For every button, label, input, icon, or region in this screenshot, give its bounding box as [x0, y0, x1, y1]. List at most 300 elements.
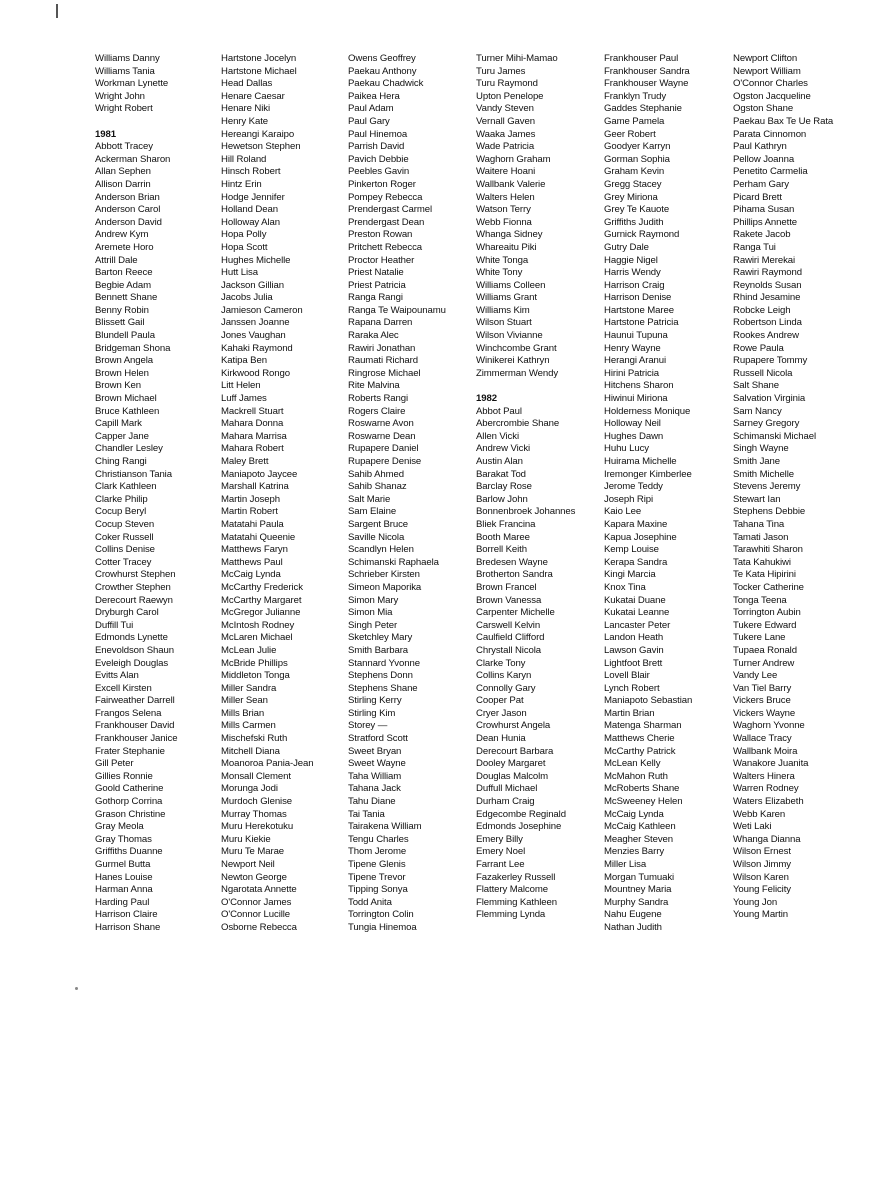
name-entry: Paekau Chadwick — [348, 78, 424, 90]
name-entry: Gurnick Raymond — [604, 229, 680, 241]
name-entry: Brown Ken — [95, 380, 142, 392]
name-entry: Geer Robert — [604, 128, 656, 140]
name-entry: Simeon Maporika — [348, 581, 422, 593]
name-entry: Salt Shane — [733, 380, 779, 392]
name-entry: Harrison Shane — [95, 921, 161, 933]
name-entry: Torrington Colin — [348, 909, 414, 921]
name-entry: Williams Tania — [95, 65, 155, 77]
name-entry: Turner Mihi-Mamao — [476, 53, 558, 64]
name-entry: Rupapere Denise — [348, 456, 422, 467]
name-entry: Stephens Debbie — [733, 506, 806, 518]
name-entry: Booth Maree — [476, 531, 530, 543]
name-entry: Waaka James — [476, 128, 536, 140]
name-entry: Ching Rangi — [95, 456, 147, 467]
scan-mark — [56, 4, 58, 18]
name-entry: Scandlyn Helen — [348, 544, 414, 556]
name-entry: Priest Natalie — [348, 267, 404, 279]
name-entry: Emery Noel — [476, 846, 526, 858]
name-column-1 — [95, 53, 223, 935]
name-entry: Hirini Patricia — [604, 367, 660, 379]
name-entry: Christianson Tania — [95, 468, 172, 480]
name-entry: Hartstone Patricia — [604, 317, 679, 329]
name-entry: Flemming Lynda — [476, 909, 546, 921]
name-entry: Harman Anna — [95, 884, 153, 896]
name-entry: Gray Meola — [95, 821, 144, 833]
name-entry: Carswell Kelvin — [476, 619, 541, 631]
name-entry: Phillips Annette — [733, 216, 798, 228]
name-entry: Matenga Sharman — [604, 720, 682, 732]
name-entry: Barakat Tod — [476, 468, 526, 480]
name-entry: Winchcombe Grant — [476, 342, 557, 354]
name-entry: Benny Robin — [95, 304, 149, 316]
name-entry: Newton George — [221, 871, 287, 883]
name-entry: Vernall Gaven — [476, 115, 535, 127]
name-entry: Hartstone Jocelyn — [221, 53, 297, 64]
name-entry: Maniapoto Jaycee — [221, 468, 298, 480]
name-column-3 — [348, 53, 476, 935]
name-entry: Rite Malvina — [348, 380, 400, 392]
name-entry: Tungia Hinemoa — [348, 921, 417, 933]
name-entry: Rawiri Raymond — [733, 267, 802, 279]
name-entry: Ogston Shane — [733, 103, 794, 115]
name-entry: Henry Wayne — [604, 342, 661, 354]
year-heading: 1982 — [476, 393, 497, 405]
name-entry: Tipene Glenis — [348, 859, 406, 870]
name-entry: Newport Clifton — [733, 53, 798, 64]
name-column-4 — [476, 53, 604, 922]
name-entry: Stephens Donn — [348, 670, 413, 682]
name-entry: Wallace Tracy — [733, 733, 792, 745]
name-entry: Andrew Vicki — [476, 443, 531, 455]
name-entry: Stewart Ian — [733, 493, 781, 505]
name-entry: Rapana Darren — [348, 317, 413, 329]
name-entry: Chandler Lesley — [95, 443, 163, 455]
name-entry: Barlow John — [476, 493, 528, 505]
name-entry: Rakete Jacob — [733, 229, 791, 241]
name-entry: Raraka Alec — [348, 330, 399, 342]
name-entry: Menzies Barry — [604, 846, 665, 858]
name-entry: McCarthy Margaret — [221, 594, 302, 606]
name-entry: Robcke Leigh — [733, 304, 791, 316]
name-entry: Holderness Monique — [604, 405, 691, 417]
name-entry: Picard Brett — [733, 191, 782, 203]
name-entry: Ringrose Michael — [348, 367, 421, 379]
name-entry: Priest Patricia — [348, 279, 406, 291]
name-entry: Bredesen Wayne — [476, 556, 548, 568]
name-entry: Stannard Yvonne — [348, 657, 420, 669]
name-entry: Todd Anita — [348, 896, 392, 908]
name-entry: Borrell Keith — [476, 544, 527, 556]
name-entry: Harding Paul — [95, 896, 150, 908]
name-entry: O'Connor James — [221, 896, 292, 908]
name-entry: Barclay Rose — [476, 481, 532, 493]
name-entry: Brown Angela — [95, 355, 154, 367]
name-entry: Martin Brian — [604, 707, 655, 719]
name-entry: Hughes Michelle — [221, 254, 291, 266]
name-entry: Tarawhiti Sharon — [733, 544, 803, 556]
name-entry: Storey — — [348, 720, 388, 732]
name-entry: Hutt Lisa — [221, 267, 258, 279]
name-entry: Ackerman Sharon — [95, 153, 171, 165]
name-entry: Martin Joseph — [221, 493, 280, 505]
name-entry: Waghorn Yvonne — [733, 720, 805, 732]
year-heading: 1981 — [95, 128, 116, 140]
name-entry: Kahaki Raymond — [221, 342, 293, 354]
name-entry: Watson Terry — [476, 204, 531, 216]
name-entry: Monsall Clement — [221, 770, 291, 782]
name-entry: Warren Rodney — [733, 783, 799, 795]
name-entry: Wright Robert — [95, 103, 153, 115]
name-entry: Gill Peter — [95, 758, 134, 770]
name-entry: Weti Laki — [733, 821, 772, 833]
name-entry: Jerome Teddy — [604, 481, 663, 493]
name-entry: Matthews Faryn — [221, 544, 288, 556]
name-entry: Lynch Robert — [604, 682, 660, 694]
name-entry: Rupapere Tommy — [733, 355, 808, 367]
name-entry: Anderson David — [95, 216, 162, 228]
name-entry: Mackrell Stuart — [221, 405, 284, 417]
name-entry: Kerapa Sandra — [604, 556, 668, 568]
name-entry: Young Jon — [733, 896, 778, 908]
name-column-5 — [604, 53, 732, 935]
name-entry: McBride Phillips — [221, 657, 288, 669]
name-entry: Begbie Adam — [95, 279, 151, 291]
name-entry: Mountney Maria — [604, 884, 672, 896]
name-entry: Barton Reece — [95, 267, 153, 279]
name-entry: Frankhouser Sandra — [604, 65, 690, 77]
name-entry: Frankhouser Janice — [95, 733, 178, 745]
name-entry: Gillies Ronnie — [95, 770, 153, 782]
name-entry: Rhind Jesamine — [733, 292, 801, 304]
name-entry: Ogston Jacqueline — [733, 90, 811, 102]
name-entry: Ranga Rangi — [348, 292, 403, 304]
name-entry: Duffull Michael — [476, 783, 538, 795]
name-entry: Crowhurst Angela — [476, 720, 551, 732]
name-entry: Waghorn Graham — [476, 153, 551, 165]
name-entry: Douglas Malcolm — [476, 770, 549, 782]
name-entry: Carpenter Michelle — [476, 607, 555, 619]
name-entry: Wright John — [95, 90, 145, 102]
name-entry: Muru Kiekie — [221, 833, 271, 845]
name-entry: Litt Helen — [221, 380, 261, 392]
name-entry: Henare Niki — [221, 103, 271, 115]
name-entry: Fairweather Darrell — [95, 695, 175, 707]
name-entry: Williams Grant — [476, 292, 537, 304]
name-entry: Torrington Aubin — [733, 607, 801, 619]
name-entry: Wilson Jimmy — [733, 859, 791, 870]
name-entry: Owens Geoffrey — [348, 53, 416, 64]
name-entry: Aremete Horo — [95, 241, 154, 253]
name-entry: Sketchley Mary — [348, 632, 413, 644]
name-entry: Cryer Jason — [476, 707, 527, 719]
name-entry: Schimanski Raphaela — [348, 556, 439, 568]
name-entry: Pritchett Rebecca — [348, 241, 423, 253]
name-entry: Winikerei Kathryn — [476, 355, 550, 367]
name-entry: Singh Wayne — [733, 443, 789, 455]
name-entry: Hinsch Robert — [221, 166, 281, 178]
name-entry: Huirama Michelle — [604, 456, 677, 467]
name-entry: Wade Patricia — [476, 141, 535, 153]
name-entry: Gothorp Corrina — [95, 796, 163, 808]
name-entry: Miller Lisa — [604, 859, 647, 870]
name-entry: Sweet Bryan — [348, 745, 402, 757]
name-entry: Herangi Aranui — [604, 355, 667, 367]
name-entry: Luff James — [221, 393, 267, 405]
name-entry: Clarke Philip — [95, 493, 148, 505]
name-entry: Morunga Jodi — [221, 783, 278, 795]
spacer — [476, 380, 604, 393]
name-entry: Wilson Stuart — [476, 317, 532, 329]
name-entry: Pavich Debbie — [348, 153, 409, 165]
name-entry: White Tonga — [476, 254, 529, 266]
name-entry: McCaig Lynda — [604, 808, 664, 820]
name-entry: Mahara Marrisa — [221, 430, 287, 442]
name-entry: Sam Elaine — [348, 506, 397, 518]
name-entry: Young Felicity — [733, 884, 791, 896]
name-entry: Frankhouser Paul — [604, 53, 679, 64]
name-entry: Paekau Bax Te Ue Rata — [733, 115, 834, 127]
name-entry: Emery Billy — [476, 833, 523, 845]
name-entry: Griffiths Judith — [604, 216, 664, 228]
name-entry: Tonga Teena — [733, 594, 787, 606]
name-entry: Tukere Edward — [733, 619, 797, 631]
name-entry: Mills Brian — [221, 707, 265, 719]
name-entry: Gaddes Stephanie — [604, 103, 682, 115]
name-entry: Attrill Dale — [95, 254, 138, 266]
name-entry: Haggie Nigel — [604, 254, 658, 266]
name-entry: Lancaster Peter — [604, 619, 671, 631]
name-entry: Stratford Scott — [348, 733, 408, 745]
name-entry: Allan Sephen — [95, 166, 151, 178]
name-entry: Walters Helen — [476, 191, 535, 203]
name-entry: Edmonds Josephine — [476, 821, 562, 833]
name-entry: Perham Gary — [733, 178, 789, 190]
name-entry: Harris Wendy — [604, 267, 661, 279]
name-entry: Stevens Jeremy — [733, 481, 801, 493]
name-entry: Collins Denise — [95, 544, 155, 556]
name-entry: Tahana Jack — [348, 783, 401, 795]
name-entry: Matthews Cherie — [604, 733, 675, 745]
name-entry: Turu Raymond — [476, 78, 538, 90]
name-entry: Iremonger Kimberlee — [604, 468, 692, 480]
name-entry: Walters Hinera — [733, 770, 795, 782]
name-entry: Simon Mary — [348, 594, 399, 606]
name-entry: Sam Nancy — [733, 405, 782, 417]
name-entry: Cocup Steven — [95, 518, 155, 530]
name-entry: Tipping Sonya — [348, 884, 408, 896]
name-entry: Hartstone Maree — [604, 304, 674, 316]
name-entry: Stephens Shane — [348, 682, 418, 694]
name-entry: Smith Jane — [733, 456, 780, 467]
name-entry: Rogers Claire — [348, 405, 406, 417]
name-entry: O'Connor Lucille — [221, 909, 291, 921]
name-entry: Landon Heath — [604, 632, 664, 644]
name-entry: Saville Nicola — [348, 531, 405, 543]
name-entry: Allison Darrin — [95, 178, 151, 190]
name-entry: Kirkwood Rongo — [221, 367, 290, 379]
name-entry: Miller Sean — [221, 695, 268, 707]
name-entry: Hitchens Sharon — [604, 380, 674, 392]
name-entry: Lovell Blair — [604, 670, 650, 682]
name-entry: Janssen Joanne — [221, 317, 290, 329]
name-entry: Roberts Rangi — [348, 393, 409, 405]
name-entry: Kingi Marcia — [604, 569, 656, 581]
name-entry: Anderson Carol — [95, 204, 161, 216]
name-entry: Frangos Selena — [95, 707, 162, 719]
name-entry: Tahana Tina — [733, 518, 785, 530]
name-entry: Mitchell Diana — [221, 745, 280, 757]
name-entry: Roswarne Dean — [348, 430, 416, 442]
name-entry: Waters Elizabeth — [733, 796, 804, 808]
name-entry: Clarke Tony — [476, 657, 526, 669]
name-entry: Smith Michelle — [733, 468, 794, 480]
name-entry: Tai Tania — [348, 808, 385, 820]
name-entry: Tupaea Ronald — [733, 644, 797, 656]
name-entry: Raumati Richard — [348, 355, 418, 367]
name-entry: Kapua Josephine — [604, 531, 677, 543]
name-entry: Blundell Paula — [95, 330, 155, 342]
name-entry: Mischefski Ruth — [221, 733, 288, 745]
name-entry: Schimanski Michael — [733, 430, 816, 442]
name-entry: Maniapoto Sebastian — [604, 695, 693, 707]
name-entry: Flattery Malcome — [476, 884, 548, 896]
name-entry: Hanes Louise — [95, 871, 153, 883]
name-entry: Hopa Scott — [221, 241, 268, 253]
name-entry: Te Kata Hipirini — [733, 569, 796, 581]
name-entry: Clark Kathleen — [95, 481, 157, 493]
name-entry: Murdoch Glenise — [221, 796, 293, 808]
name-entry: Ranga Tui — [733, 241, 776, 253]
name-entry: Singh Peter — [348, 619, 398, 631]
name-entry: Frankhouser David — [95, 720, 175, 732]
name-entry: Preston Rowan — [348, 229, 413, 241]
name-entry: Henare Caesar — [221, 90, 285, 102]
name-entry: McSweeney Helen — [604, 796, 683, 808]
name-entry: Connolly Gary — [476, 682, 536, 694]
name-entry: Muru Te Marae — [221, 846, 285, 858]
name-entry: Whanga Sidney — [476, 229, 543, 241]
name-entry: Rowe Paula — [733, 342, 784, 354]
name-entry: Meagher Steven — [604, 833, 673, 845]
name-entry: Blissett Gail — [95, 317, 145, 329]
name-entry: Frankhouser Wayne — [604, 78, 689, 90]
name-entry: Kapara Maxine — [604, 518, 668, 530]
name-entry: Gray Thomas — [95, 833, 152, 845]
name-entry: Tengu Charles — [348, 833, 409, 845]
scan-dot — [75, 987, 78, 990]
name-entry: Kemp Louise — [604, 544, 659, 556]
name-entry: Pellow Joanna — [733, 153, 795, 165]
name-entry: Hodge Jennifer — [221, 191, 285, 203]
name-entry: Jacobs Julia — [221, 292, 273, 304]
name-entry: Tairakena William — [348, 821, 422, 833]
name-entry: Allen Vicki — [476, 430, 519, 442]
name-entry: Brown Vanessa — [476, 594, 542, 606]
name-entry: Williams Danny — [95, 53, 160, 64]
name-entry: Moanoroa Pania-Jean — [221, 758, 314, 770]
name-entry: Game Pamela — [604, 115, 665, 127]
name-entry: Capill Mark — [95, 418, 142, 430]
name-entry: Dryburgh Carol — [95, 607, 159, 619]
name-entry: Cocup Beryl — [95, 506, 147, 518]
name-entry: Simon Mia — [348, 607, 393, 619]
name-entry: Williams Colleen — [476, 279, 546, 291]
name-entry: Edmonds Lynette — [95, 632, 168, 644]
name-entry: Wilson Vivianne — [476, 330, 543, 342]
name-entry: Sargent Bruce — [348, 518, 409, 530]
name-entry: Matatahi Paula — [221, 518, 284, 530]
name-entry: Dean Hunia — [476, 733, 526, 745]
name-entry: Tipene Trevor — [348, 871, 406, 883]
name-entry: Turner Andrew — [733, 657, 795, 669]
name-entry: Rawiri Jonathan — [348, 342, 416, 354]
name-entry: Dooley Margaret — [476, 758, 546, 770]
name-entry: Reynolds Susan — [733, 279, 802, 291]
name-entry: Flemming Kathleen — [476, 896, 557, 908]
name-entry: Farrant Lee — [476, 859, 525, 870]
name-entry: Goold Catherine — [95, 783, 164, 795]
name-entry: Upton Penelope — [476, 90, 544, 102]
name-entry: Wilson Ernest — [733, 846, 791, 858]
name-entry: Tukere Lane — [733, 632, 786, 644]
name-entry: Duffill Tui — [95, 619, 134, 631]
name-entry: Kukatai Leanne — [604, 607, 670, 619]
name-entry: Murray Thomas — [221, 808, 287, 820]
name-entry: Harrison Claire — [95, 909, 158, 921]
name-column-6 — [733, 53, 861, 922]
name-entry: Caulfield Clifford — [476, 632, 545, 644]
name-entry: Williams Kim — [476, 304, 530, 316]
name-entry: Russell Nicola — [733, 367, 793, 379]
name-entry: Turu James — [476, 65, 526, 77]
name-entry: Jackson Gillian — [221, 279, 285, 291]
name-entry: Young Martin — [733, 909, 788, 921]
name-entry: McCarthy Frederick — [221, 581, 303, 593]
name-entry: Salvation Virginia — [733, 393, 806, 405]
name-entry: Hewetson Stephen — [221, 141, 301, 153]
name-entry: Griffiths Duanne — [95, 846, 163, 858]
name-entry: Sweet Wayne — [348, 758, 406, 770]
name-entry: McCaig Lynda — [221, 569, 281, 581]
name-entry: Gutry Dale — [604, 241, 649, 253]
name-entry: Paikea Hera — [348, 90, 400, 102]
name-entry: Hintz Erin — [221, 178, 262, 190]
name-entry: Nathan Judith — [604, 921, 662, 933]
name-entry: Osborne Rebecca — [221, 921, 297, 933]
name-entry: Henry Kate — [221, 115, 268, 127]
name-entry: Derecourt Barbara — [476, 745, 554, 757]
name-entry: Lawson Gavin — [604, 644, 664, 656]
name-entry: Vandy Lee — [733, 670, 778, 682]
name-entry: Franklyn Trudy — [604, 90, 667, 102]
name-entry: Paul Gary — [348, 115, 390, 127]
name-entry: Prendergast Carmel — [348, 204, 433, 216]
name-entry: Wallbank Valerie — [476, 178, 546, 190]
name-entry: Whareaitu Piki — [476, 241, 537, 253]
name-entry: Vandy Steven — [476, 103, 534, 115]
name-entry: Goodyer Karryn — [604, 141, 671, 153]
name-entry: Enevoldson Shaun — [95, 644, 174, 656]
name-entry: Paul Kathryn — [733, 141, 787, 153]
name-entry: Bruce Kathleen — [95, 405, 160, 417]
name-entry: Vickers Wayne — [733, 707, 796, 719]
name-entry: Paul Adam — [348, 103, 394, 115]
name-entry: Mahara Donna — [221, 418, 284, 430]
name-entry: Webb Fionna — [476, 216, 532, 228]
name-entry: Robertson Linda — [733, 317, 802, 329]
name-entry: Peebles Gavin — [348, 166, 410, 178]
name-entry: Holland Dean — [221, 204, 278, 216]
